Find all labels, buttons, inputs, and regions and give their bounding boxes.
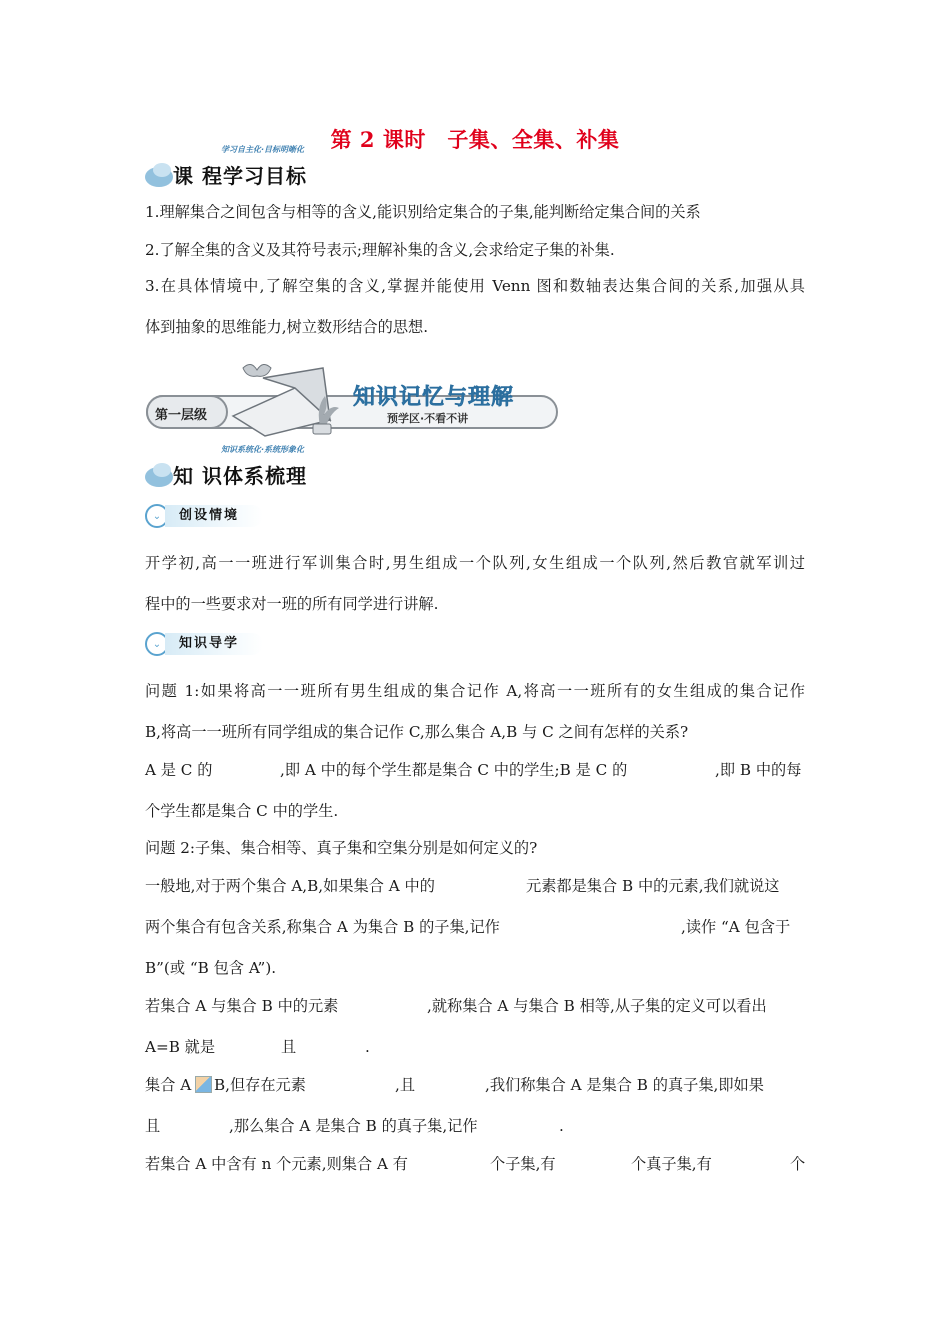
definition-text: ,且 bbox=[395, 1076, 416, 1094]
pill-label: 创设情境 bbox=[165, 505, 263, 527]
definition-text: ,那么集合 A 是集合 B 的真子集,记作 bbox=[229, 1117, 478, 1135]
section-tagline: 学习自主化·目标明晰化 bbox=[221, 145, 305, 154]
section-title: 知 识体系梳理 bbox=[173, 464, 307, 488]
definition-text: 个子集,有 bbox=[490, 1155, 556, 1173]
section-title: 课 程学习目标 bbox=[173, 164, 307, 188]
pill-label: 知识导学 bbox=[165, 633, 263, 655]
speech-bubble-icon bbox=[145, 163, 173, 189]
definition-text: A=B 就是 bbox=[145, 1038, 216, 1056]
definition-text: 个真子集,有 bbox=[631, 1155, 712, 1173]
answer-text: ,即 A 中的每个学生都是集合 C 中的学生;B 是 C 的 bbox=[280, 761, 628, 779]
answer-1: 个学生都是集合 C 中的学生. bbox=[145, 802, 339, 820]
scenario-text: 开学初,高一一班进行军训集合时,男生组成一个队列,女生组成一个队列,然后教官就军训过 bbox=[145, 554, 805, 572]
definition-text: 一般地,对于两个集合 A,B,如果集合 A 中的 bbox=[145, 877, 435, 895]
definition-text: . bbox=[559, 1117, 564, 1135]
definition-text: 若集合 A 中含有 n 个元素,则集合 A 有 bbox=[145, 1155, 408, 1173]
lesson-title: 第 2 课时 子集、全集、补集 bbox=[330, 127, 620, 152]
definition-text: ,读作 “A 包含于 bbox=[681, 918, 791, 936]
banner-title: 知识记忆与理解 bbox=[353, 385, 515, 410]
definition-text: 若集合 A 与集合 B 中的元素 bbox=[145, 997, 339, 1015]
goal-item: 2.了解全集的含义及其符号表示;理解补集的含义,会求给定子集的补集. bbox=[145, 241, 615, 259]
definition-text: 且 bbox=[281, 1038, 297, 1056]
definition-text: 两个集合有包含关系,称集合 A 为集合 B 的子集,记作 bbox=[145, 918, 500, 936]
answer-text: A 是 C 的 bbox=[145, 761, 213, 779]
level-label: 第一层级 bbox=[155, 408, 208, 423]
definition-text: B,但存在元素 bbox=[214, 1076, 306, 1094]
question-1: 问题 1:如果将高一一班所有男生组成的集合记作 A,将高一一班所有的女生组成的集合记作 bbox=[145, 682, 805, 700]
answer-text: ,即 B 中的每 bbox=[715, 761, 802, 779]
chevron-down-icon: ⌄ bbox=[145, 632, 169, 656]
pill-guide bbox=[145, 631, 263, 657]
goal-item: 3.在具体情境中,了解空集的含义,掌握并能使用 Venn 图和数轴表达集合间的关系,加强从具 bbox=[145, 277, 805, 295]
definition-text: 个 bbox=[790, 1155, 806, 1173]
goal-item: 1.理解集合之间包含与相等的含义,能识别给定集合的子集,能判断给定集合间的关系 bbox=[145, 203, 701, 221]
banner-subtitle: 预学区·不看不讲 bbox=[387, 412, 469, 425]
pill-scenario bbox=[145, 503, 263, 529]
definition-text: . bbox=[365, 1038, 370, 1056]
section-header-goals bbox=[145, 145, 307, 189]
definition-text: 集合 A bbox=[145, 1076, 192, 1094]
scenario-text: 程中的一些要求对一班的所有同学进行讲解. bbox=[145, 595, 439, 613]
definition-text: 且 bbox=[145, 1117, 161, 1135]
definition-text: 元素都是集合 B 中的元素,我们就说这 bbox=[526, 877, 780, 895]
definition-text: ,我们称集合 A 是集合 B 的真子集,即如果 bbox=[485, 1076, 764, 1094]
chevron-down-icon: ⌄ bbox=[145, 504, 169, 528]
question-2: 问题 2:子集、集合相等、真子集和空集分别是如何定义的? bbox=[145, 839, 538, 857]
goal-item: 体到抽象的思维能力,树立数形结合的思想. bbox=[145, 318, 429, 336]
broken-image-icon bbox=[195, 1076, 212, 1093]
section-header-knowledge bbox=[145, 445, 307, 489]
speech-bubble-icon bbox=[145, 463, 173, 489]
definition-text: ,就称集合 A 与集合 B 相等,从子集的定义可以看出 bbox=[427, 997, 767, 1015]
question-1: B,将高一一班所有同学组成的集合记作 C,那么集合 A,B 与 C 之间有怎样的关系? bbox=[145, 723, 689, 741]
level-banner bbox=[145, 358, 565, 438]
section-tagline: 知识系统化·系统形象化 bbox=[221, 445, 305, 454]
subset-definition: B”(或 “B 包含 A”). bbox=[145, 959, 277, 977]
